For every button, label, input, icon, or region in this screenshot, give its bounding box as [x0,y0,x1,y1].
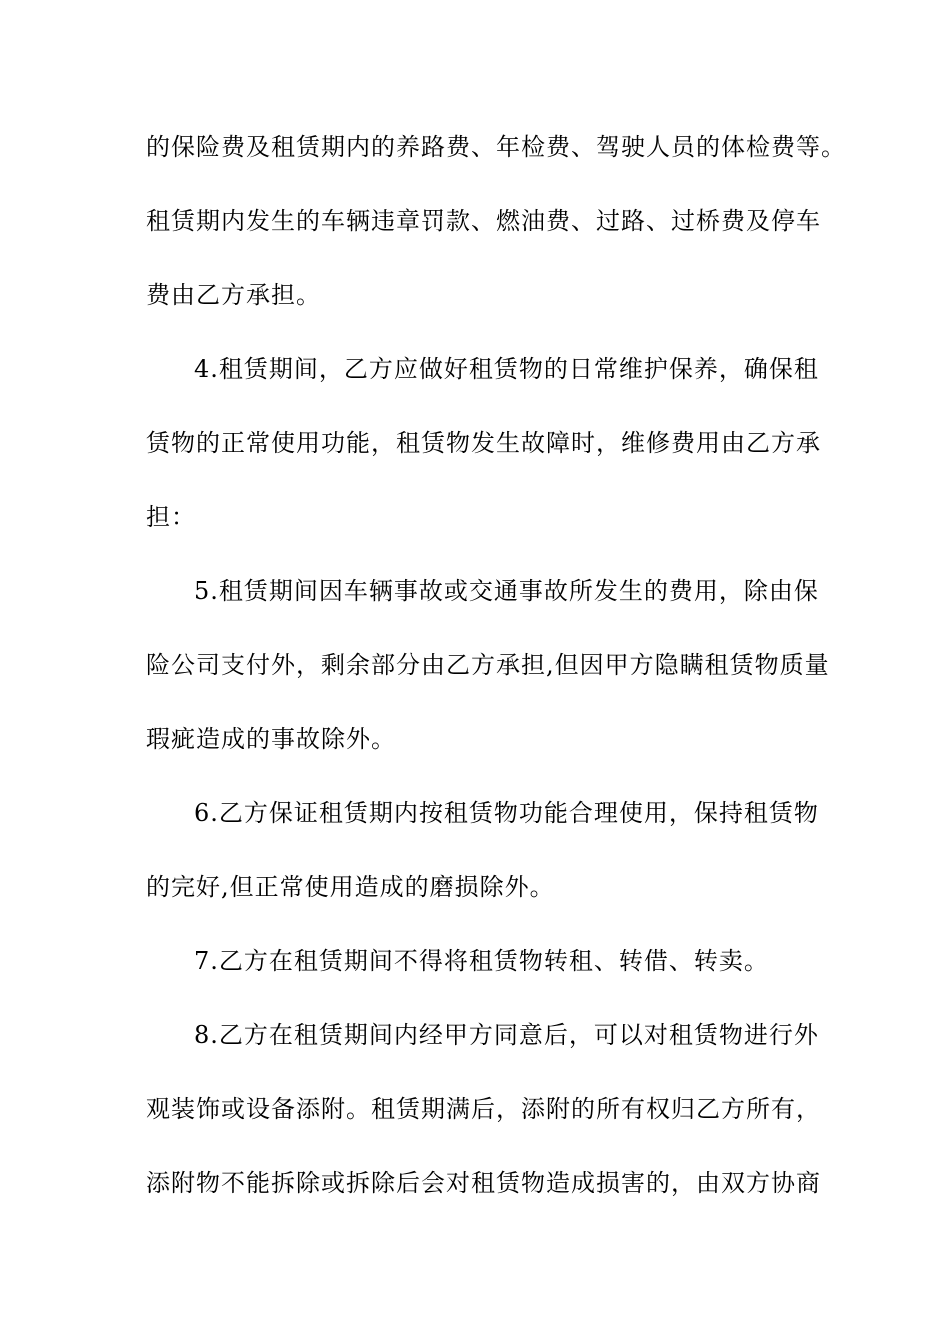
document-body [146,127,846,1237]
clause-6-start: 6.乙方保证租赁期内按租赁物功能合理使用，保持租赁物 [194,799,819,827]
clause-5-start: 5.租赁期间因车辆事故或交通事故所发生的费用，除由保 [194,577,819,605]
text-line: 的完好,但正常使用造成的磨损除外。 [146,873,555,901]
text-line: 险公司支付外，剩余部分由乙方承担,但因甲方隐瞒租赁物质量 [146,651,830,679]
text-line: 添附物不能拆除或拆除后会对租赁物造成损害的，由双方协商 [146,1169,821,1197]
clause-4-start: 4.租赁期间，乙方应做好租赁物的日常维护保养，确保租 [194,355,819,383]
text-line: 的保险费及租赁期内的养路费、年检费、驾驶人员的体检费等。 [146,133,846,161]
clause-7: 7.乙方在租赁期间不得将租赁物转租、转借、转卖。 [194,947,769,975]
text-line: 租赁期内发生的车辆违章罚款、燃油费、过路、过桥费及停车 [146,207,821,235]
text-line: 观装饰或设备添附。租赁期满后，添附的所有权归乙方所有， [146,1095,821,1123]
text-line: 瑕疵造成的事故除外。 [146,725,396,753]
clause-8-start: 8.乙方在租赁期间内经甲方同意后，可以对租赁物进行外 [194,1021,819,1049]
text-line: 担： [146,503,196,531]
text-line: 赁物的正常使用功能，租赁物发生故障时，维修费用由乙方承 [146,429,821,457]
text-line: 费由乙方承担。 [146,281,321,309]
